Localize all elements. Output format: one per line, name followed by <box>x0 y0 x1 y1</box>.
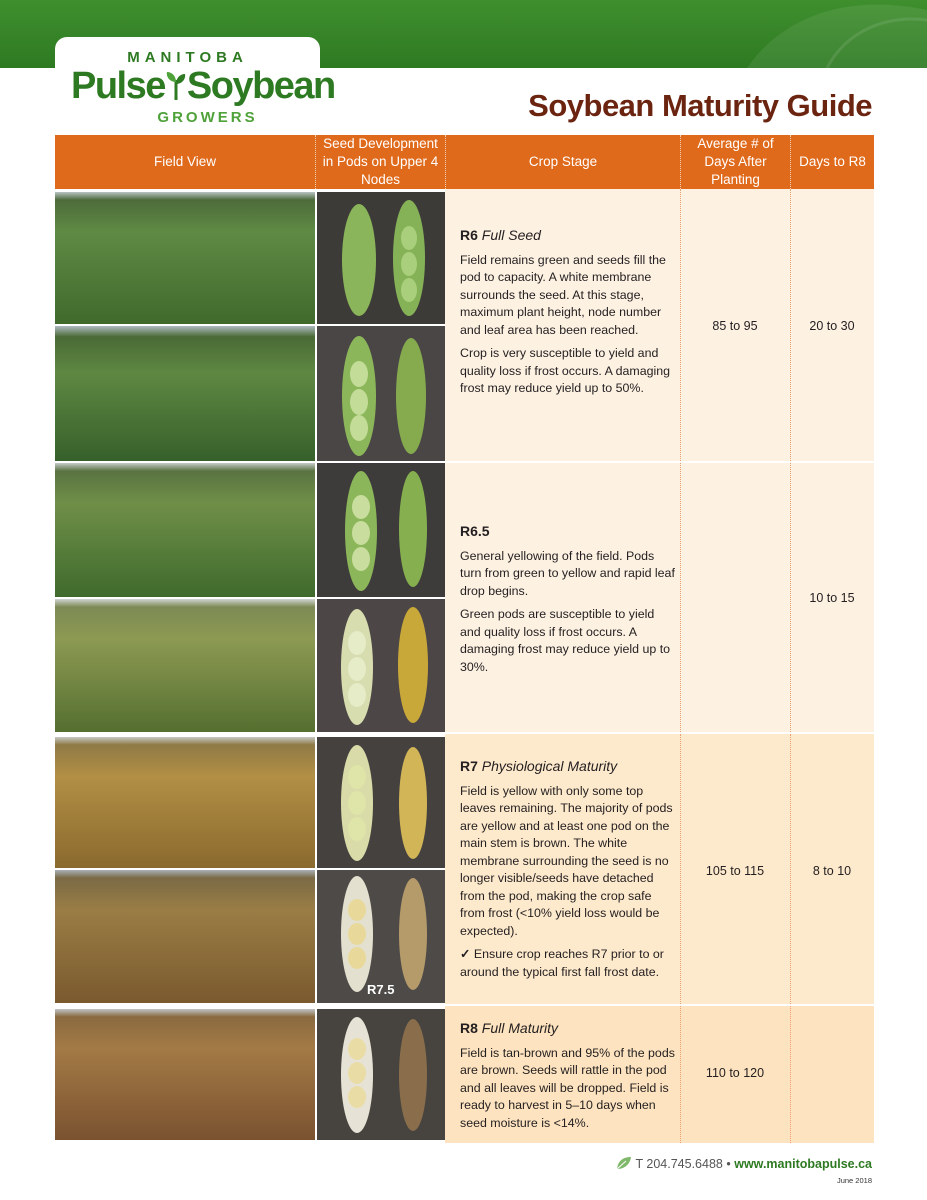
organization-logo <box>55 37 335 132</box>
stage-description: Field is tan-brown and 95% of the pods are brown. Seeds will rattle in the pod and all leaves will be dropped. Field is ready to harvest in 5–10 days when seed moisture is <14%. <box>460 1045 675 1130</box>
field-photo <box>55 326 315 461</box>
column-header-field-view: Field View <box>153 154 217 169</box>
pod-photo <box>317 1009 445 1140</box>
crop-stage-description <box>460 1020 678 1138</box>
stage-frost-note: Green pods are susceptible to yield and quality loss if frost occurs. A damaging frost may reduce yield up to 30%. <box>460 607 671 674</box>
crop-stage-description <box>460 227 678 404</box>
logo-word-left: Pulse <box>71 65 165 107</box>
average-days-value: 85 to 95 <box>712 319 758 333</box>
average-days-value: 110 to 120 <box>705 1066 765 1080</box>
stage-title <box>460 523 678 541</box>
pod-photo <box>317 737 445 868</box>
phone-number: T 204.745.6488 <box>635 1157 723 1171</box>
stage-tip: Ensure crop reaches R7 prior to or around the typical first fall frost date. <box>460 947 664 979</box>
stage-name: Physiological Maturity <box>481 758 618 774</box>
days-to-r8-value: 20 to 30 <box>809 319 855 333</box>
field-photo <box>55 1009 315 1140</box>
pod-photo <box>317 463 445 597</box>
field-photo <box>55 737 315 868</box>
days-to-r8-value: 10 to 15 <box>809 591 855 605</box>
stage-description: General yellowing of the field. Pods turn from green to yellow and rapid leaf drop begins. <box>460 548 675 598</box>
column-header-average-days: Average # of Days After Planting <box>680 135 790 189</box>
table-row-r8 <box>55 1006 874 1143</box>
stage-code: R8 <box>460 1020 478 1036</box>
stage-frost-note: Crop is very susceptible to yield and quality loss if frost occurs. A damaging frost may reduce yield up to 50%. <box>460 346 671 395</box>
logo-wordmark <box>71 65 335 108</box>
stage-name: Full Maturity <box>481 1020 559 1036</box>
stage-code: R6 <box>460 227 478 243</box>
stage-description: Field remains green and seeds fill the pod to capacity. A white membrane surrounds the seed. At this stage, maximum plant height, node number and leaf area has been reached. <box>460 252 666 337</box>
column-header-seed-development: Seed Development in Pods on Upper 4 Nodes <box>315 135 445 189</box>
stage-description: Field is yellow with only some top leaves remaining. The majority of pods are yellow and at least one pod on the main stem is brown. The white membrane surrounding the seed is no longer visible/seeds have detached from the pod, making the crop safe from frost (<10% yield loss would be expected). <box>460 783 673 938</box>
days-to-r8-value: 8 to 10 <box>812 864 852 878</box>
page-title: Soybean Maturity Guide <box>528 88 872 123</box>
table-header <box>55 135 874 189</box>
pod-photo <box>317 870 445 1003</box>
maturity-table <box>55 135 874 1143</box>
crop-stage-description <box>460 758 678 987</box>
logo-subtext: GROWERS <box>157 109 258 126</box>
stage-title <box>460 1020 678 1038</box>
stage-name: Full Seed <box>481 227 541 243</box>
table-row-r6 <box>55 189 874 463</box>
footer-separator: • <box>726 1157 731 1171</box>
pod-photo <box>317 326 445 461</box>
stage-code: R7 <box>460 758 478 774</box>
logo-word-right: Soybean <box>186 65 335 107</box>
sprout-icon <box>165 70 187 100</box>
stage-title <box>460 227 678 245</box>
average-days-value: 105 to 115 <box>705 864 765 878</box>
stage-code: R6.5 <box>460 523 490 539</box>
crop-stage-description <box>460 523 678 682</box>
table-row-r7 <box>55 734 874 1006</box>
website-link[interactable]: www.manitobapulse.ca <box>734 1157 872 1171</box>
column-header-days-to-r8: Days to R8 <box>790 135 874 189</box>
column-header-crop-stage: Crop Stage <box>445 135 680 189</box>
pod-photo <box>317 599 445 732</box>
r7-5-photo-label: R7.5 <box>367 982 395 997</box>
field-photo <box>55 599 315 732</box>
table-row-r6-5 <box>55 463 874 734</box>
checkmark-icon: ✓ <box>460 947 471 961</box>
leaf-icon <box>616 1156 632 1170</box>
contact-footer <box>616 1156 872 1171</box>
field-photo <box>55 192 315 324</box>
stage-title <box>460 758 678 776</box>
field-photo <box>55 870 315 1003</box>
field-photo <box>55 463 315 597</box>
logo-region-text: MANITOBA <box>127 49 248 66</box>
pod-photo <box>317 192 445 324</box>
stage-frost-note <box>460 946 678 981</box>
publication-date: June 2018 <box>836 1176 872 1185</box>
leaf-watermark-icon <box>627 0 927 68</box>
